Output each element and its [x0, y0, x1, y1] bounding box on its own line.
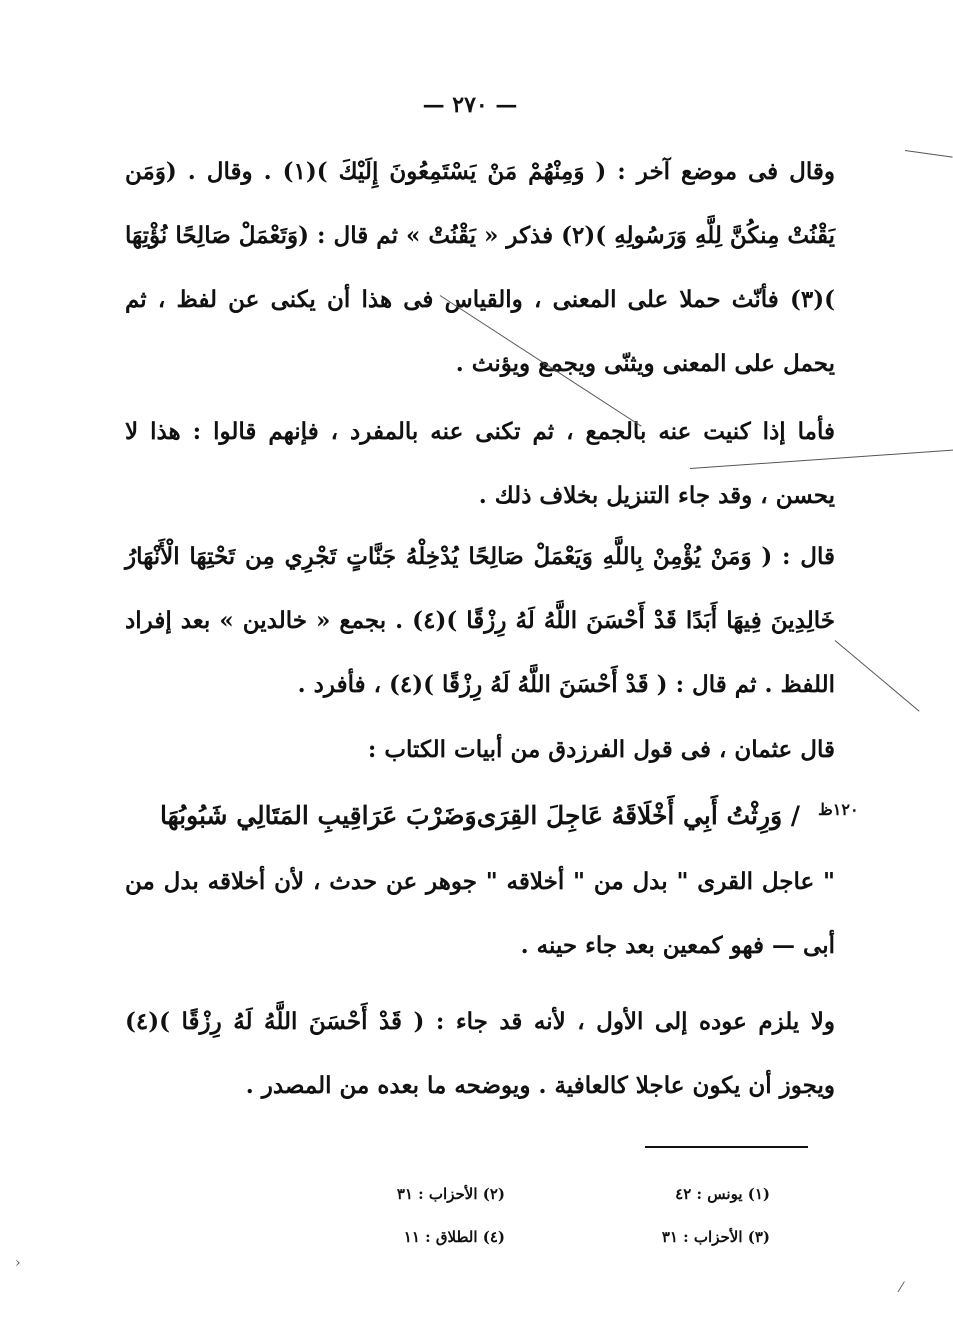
- paragraph-1: وقال فى موضع آخر : ( وَمِنْهُمْ مَنْ يَسْتَمِعُونَ إِلَيْكَ )(١) . وقال . (وَمَن يَقْنُتْ مِنكُنَّ لِلَّهِ وَرَسُولِهِ )(٢) فذكر « يَقْنُتْ » ثم قال : (وَتَعْمَلْ صَالِحًا نُؤْتِهَا )(٣) فأنّث حملا على المعنى ، والقياس فى هذا أن يكنى عن لفظ ، ثم يحمل على المعنى ويثنّى ويجمع ويؤنث .: [125, 158, 835, 377]
- folio-marker: ١٢٠ظ: [818, 800, 859, 819]
- verse-first-hemistich: / وَرِثْتُ أَبِي أَخْلَاقَهُ عَاجِلَ القِرَى: [476, 801, 800, 830]
- paragraph-2: فأما إذا كنيت عنه بالجمع ، ثم تكنى عنه بالمفرد ، فإنهم قالوا : هذا لا يحسن ، وقد جاء التنزيل بخلاف ذلك .: [125, 418, 835, 509]
- scan-speck-mark: ›: [15, 1255, 21, 1271]
- scan-scratch-mark: [835, 640, 920, 711]
- footnote-divider: [645, 1146, 808, 1148]
- footnote-2: (٢) الأحزاب : ٣١: [396, 1185, 505, 1203]
- footnote-4: (٤) الطلاق : ١١: [403, 1228, 505, 1246]
- paragraph-5: " عاجل القرى " بدل من " أخلاقه " جوهر عن حدث ، لأن أخلاقه بدل من أبى — فهو كمعين بعد جاء حينه .: [125, 868, 835, 959]
- page-number: — ٢٧٠ —: [422, 92, 518, 118]
- scan-scratch-mark: [905, 150, 953, 158]
- verse-second-hemistich: وَضَرْبَ عَرَاقِيبِ المَتَالِي شَبُوبُهَا: [160, 801, 477, 830]
- scan-speck-mark: ⁄: [900, 1280, 903, 1296]
- poetry-verse: [160, 786, 800, 846]
- paragraph-4: قال عثمان ، فى قول الفرزدق من أبيات الكتاب :: [367, 736, 835, 763]
- paragraph-6: ولا يلزم عوده إلى الأول ، لأنه قد جاء : ( قَدْ أَحْسَنَ اللَّهُ لَهُ رِزْقًا )(٤) ويجوز أن يكون عاجلا كالعافية . ويوضحه ما بعده من المصدر .: [125, 1008, 835, 1099]
- paragraph-3: قال : ( وَمَنْ يُؤْمِنْ بِاللَّهِ وَيَعْمَلْ صَالِحًا يُدْخِلْهُ جَنَّاتٍ تَجْرِي مِن تَحْتِهَا الْأَنْهَارُ خَالِدِينَ فِيهَا أَبَدًا قَدْ أَحْسَنَ اللَّهُ لَهُ رِزْقًا )(٤) . بجمع « خالدين » بعد إفراد اللفظ . ثم قال : ( قَدْ أَحْسَنَ اللَّهُ لَهُ رِزْقًا )(٤) ، فأفرد .: [125, 543, 835, 698]
- footnote-3: (٣) الأحزاب : ٣١: [661, 1228, 770, 1246]
- footnote-1: (١) يونس : ٤٢: [675, 1185, 770, 1203]
